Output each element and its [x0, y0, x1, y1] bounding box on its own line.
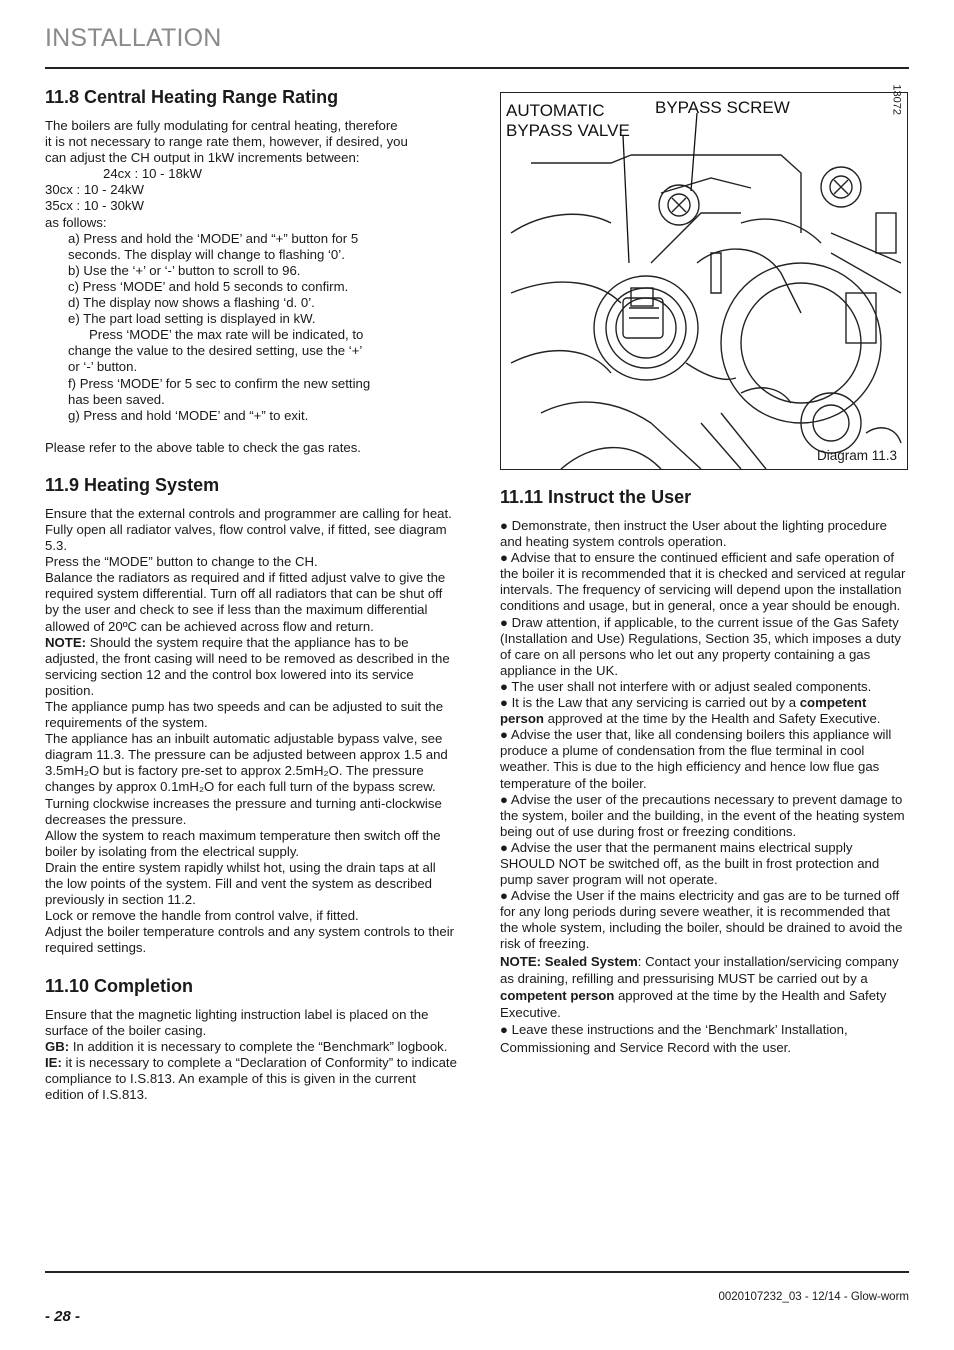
- user-bullet: ● Draw attention, if applicable, to the current issue of the Gas Safety (Installation and Use) Regulations, Section 35, which imposes a duty of care on all persons who let out any property containing a gas appliance in the UK.: [500, 614, 901, 678]
- bullet-bold: competent person: [500, 695, 867, 727]
- s119-paragraph: Adjust the boiler temperature controls and any system controls to their required settings.: [45, 924, 455, 956]
- diagram-caption: Diagram 11.3: [816, 448, 897, 463]
- step-c: c) Press ‘MODE’ and hold 5 seconds to confirm.: [68, 278, 349, 294]
- step-d: d) The display now shows a flashing ‘d. 0’.: [68, 295, 315, 311]
- gb-label: GB:: [45, 1038, 70, 1054]
- s119-paragraph: The appliance pump has two speeds and can be adjusted to suit the requirements of the system.: [45, 699, 444, 731]
- page-number: - 28 -: [45, 1308, 81, 1325]
- rating-30cx: 30cx : 10 - 24kW: [45, 182, 144, 198]
- s119-paragraph: Fully open all radiator valves, flow control valve, if fitted, see diagram 5.3.: [45, 521, 447, 554]
- s119-paragraph: Lock or remove the handle from control valve, if fitted.: [45, 908, 359, 924]
- user-bullet: ● Demonstrate, then instruct the User about the lighting procedure and heating system controls operation.: [500, 518, 887, 550]
- footer-rule: [45, 1271, 909, 1273]
- step-b: b) Use the ‘+’ or ‘-’ button to scroll to 96.: [68, 262, 301, 278]
- s119-paragraph: Press the “MODE” button to change to the CH.: [45, 554, 318, 570]
- sealed-system-note: [500, 953, 910, 1022]
- s119-paragraph: Ensure that the external controls and programmer are calling for heat.: [45, 505, 452, 521]
- step-f-cont: has been saved.: [68, 391, 165, 407]
- step-e-cont: or ‘-’ button.: [68, 359, 138, 375]
- header-rule: [45, 67, 909, 69]
- s118-intro-line: can adjust the CH output in 1kW increments between:: [45, 150, 360, 166]
- note-label: NOTE:: [45, 634, 87, 650]
- section-11-10-heading: 11.10 Completion: [45, 975, 194, 996]
- s1110-ie: [45, 1055, 457, 1103]
- step-a: a) Press and hold the ‘MODE’ and “+” button for 5: [68, 230, 359, 246]
- s119-paragraph: Balance the radiators as required and if fitted adjust valve to give the required system differential. Turn off all radiators that can be shut off by the user and check to see if less than the maximum differential allowed of 20ºC can be achieved across flow and return.: [45, 570, 446, 634]
- left-column: [45, 86, 457, 1103]
- user-bullet: ● Advise the user that the permanent mains electrical supply SHOULD NOT be switched off, as the built in frost protection and pump saver program will not operate.: [500, 839, 880, 888]
- s118-intro-line: it is not necessary to range rate them, however, if desired, you: [45, 134, 408, 150]
- step-f: f) Press ‘MODE’ for 5 sec to confirm the new setting: [68, 375, 371, 391]
- right-column: [500, 486, 910, 1056]
- s118-intro-line: The boilers are fully modulating for central heating, therefore: [45, 118, 398, 133]
- user-bullet: ● Advise the User if the mains electricity and gas are to be turned off for any long periods during severe weather, it is recommended that the whole system, including the boiler, should be drained to avoid the risk of freezing.: [500, 888, 903, 952]
- label-bypass-screw: BYPASS SCREW: [655, 98, 790, 117]
- ie-text: it is necessary to complete a “Declaration of Conformity” to indicate compliance to I.S.813. An example of this is given in the current edition of I.S.813.: [45, 1054, 457, 1102]
- s1110-gb: [45, 1039, 457, 1055]
- document-reference: 0020107232_03 - 12/14 - Glow-worm: [718, 1291, 909, 1303]
- bypass-valve-diagram: [500, 84, 908, 470]
- note-text: approved at the time by the Health and Safety Executive.: [500, 987, 887, 1021]
- user-bullet: ● Advise that to ensure the continued efficient and safe operation of the boiler it is recommended that it is checked and serviced at regular intervals. The frequency of servicing will depend upon the installation conditions and usage, but in general, once a year should be enough.: [500, 550, 906, 614]
- note-text: : Contact your installation/servicing company as draining, refilling and pressurising MUST be carried out by a: [500, 953, 899, 986]
- section-11-8-heading: 11.8 Central Heating Range Rating: [45, 87, 339, 107]
- step-e: e) The part load setting is displayed in kW.: [68, 311, 316, 327]
- user-bullet: [500, 695, 910, 727]
- bullet-text: ● It is the Law that any servicing is carried out by a: [500, 695, 800, 711]
- s118-refer-note: Please refer to the above table to check the gas rates.: [45, 439, 361, 455]
- ie-label: IE:: [45, 1054, 62, 1070]
- bullet-text: approved at the time by the Health and Safety Executive.: [543, 711, 881, 727]
- gb-text: In addition it is necessary to complete the “Benchmark” logbook.: [69, 1038, 448, 1054]
- bypass-valve-illustration: [501, 93, 907, 469]
- step-e-cont: Press ‘MODE’ the max rate will be indicated, to: [89, 327, 364, 343]
- s119-paragraph: Drain the entire system rapidly whilst hot, using the drain taps at all the low points of the system. Fill and vent the system as described previously in section 11.2.: [45, 859, 436, 908]
- step-a-cont: seconds. The display will change to flashing ‘0’.: [68, 246, 345, 262]
- note-bold: competent person: [500, 987, 615, 1003]
- label-automatic: AUTOMATIC: [506, 101, 605, 120]
- user-bullet: ● Advise the user that, like all condensing boilers this appliance will produce a plume of condensation from the flue terminal in cool weather. This is due to the high efficiency and hence low flue gas temperature of the boiler.: [500, 727, 892, 791]
- user-bullet: ● Leave these instructions and the ‘Benchmark’ Installation, Commissioning and Service Record with the user.: [500, 1022, 848, 1055]
- page-header-title: INSTALLATION: [45, 24, 222, 52]
- s118-as-follows: as follows:: [45, 214, 107, 230]
- section-11-9-heading: 11.9 Heating System: [45, 474, 220, 495]
- rating-35cx: 35cx : 10 - 30kW: [45, 198, 144, 214]
- rating-24cx: 24cx : 10 - 18kW: [103, 166, 202, 182]
- diagram-code: 13072: [891, 84, 903, 115]
- step-g: g) Press and hold ‘MODE’ and “+” to exit.: [68, 407, 309, 423]
- note-label: NOTE: Sealed System: [500, 953, 638, 969]
- s119-paragraph: Allow the system to reach maximum temperature then switch off the boiler by isolating from the electrical supply.: [45, 827, 441, 859]
- s119-paragraph: The appliance has an inbuilt automatic adjustable bypass valve, see diagram 11.3. The pressure can be adjusted between approx 1.5 and 3.5mH₂O but is factory pre-set to approx 2.5mH₂O. The pressure changes by approx 0.1mH₂O for each full turn of the bypass screw. Turning clockwise increases the pressure and turning anti-clockwise decreases the pressure.: [45, 731, 448, 827]
- user-bullet: ● Advise the user of the precautions necessary to prevent damage to the system, boiler and the building, in the event of the heating system being out of use during frost or freezing conditions.: [500, 791, 905, 839]
- label-bypass-valve: BYPASS VALVE: [506, 121, 630, 140]
- step-e-cont: change the value to the desired setting, use the ‘+’: [68, 343, 363, 359]
- section-11-11-heading: 11.11 Instruct the User: [500, 487, 692, 507]
- s1110-paragraph: Ensure that the magnetic lighting instruction label is placed on the surface of the boiler casing.: [45, 1006, 429, 1038]
- note-text: Should the system require that the appliance has to be adjusted, the front casing will need to be removed as described in the servicing section 12 and the control box lowered into its service position.: [45, 634, 450, 698]
- user-bullet: ● The user shall not interfere with or adjust sealed components.: [500, 678, 872, 694]
- s119-note: [45, 635, 457, 699]
